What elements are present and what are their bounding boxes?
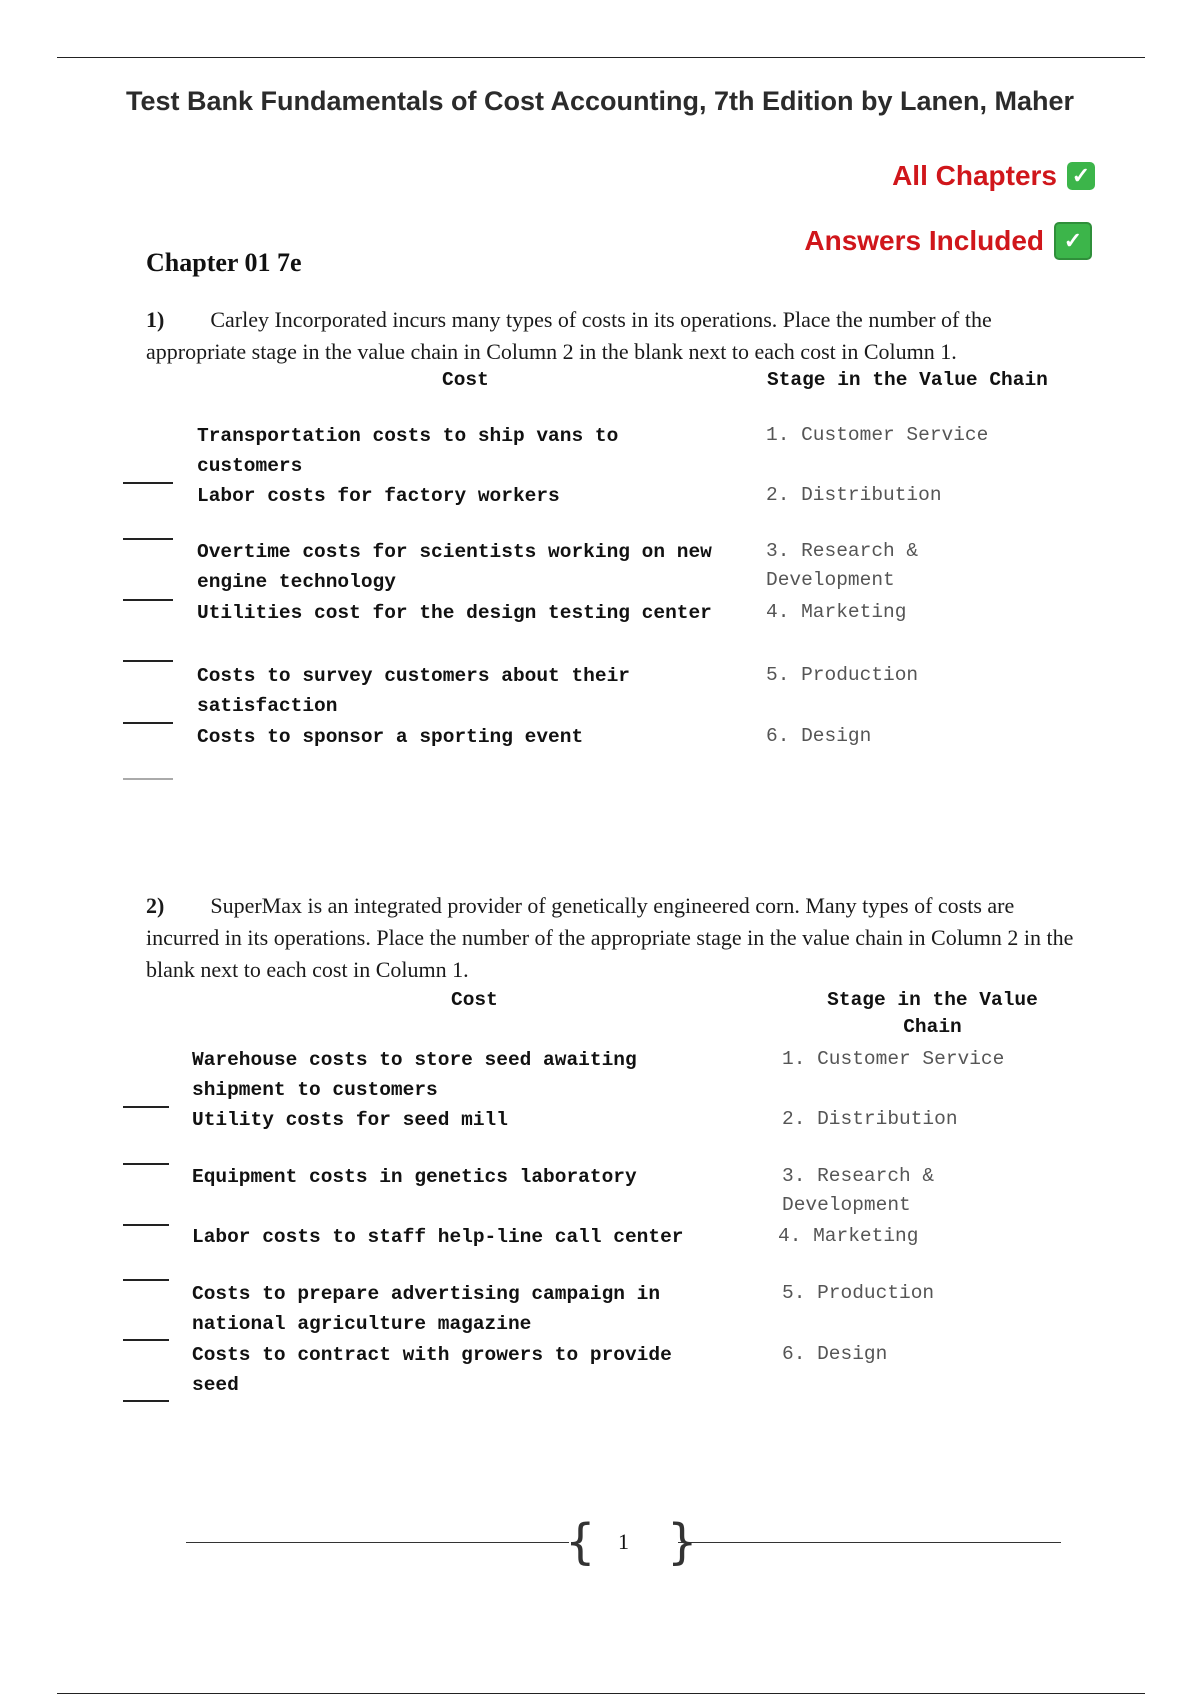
column-header-cost: Cost	[442, 369, 489, 391]
question-1-prompt	[146, 304, 1086, 368]
answer-blank[interactable]	[123, 1106, 169, 1108]
cost-item: Equipment costs in genetics laboratory	[192, 1166, 637, 1188]
page-number: 1	[618, 1529, 629, 1554]
stage-item: 5. Production	[766, 664, 919, 686]
stage-item: 6. Design	[782, 1343, 888, 1365]
cost-item: Costs to prepare advertising campaign in national agriculture magazine	[192, 1283, 661, 1335]
cost-item: Labor costs for factory workers	[197, 485, 560, 507]
cost-item: Labor costs to staff help-line call center	[192, 1226, 684, 1248]
footer-rule-left	[186, 1542, 569, 1543]
answer-blank[interactable]	[123, 1224, 169, 1226]
check-mark-icon: ✓	[1054, 222, 1092, 260]
cost-item: Overtime costs for scientists working on new engine technology	[197, 541, 712, 593]
promo-all-chapters	[892, 160, 1095, 192]
stage-item: 1. Customer Service	[782, 1048, 1005, 1070]
stage-item: 6. Design	[766, 725, 872, 747]
column-header-cost: Cost	[451, 989, 498, 1011]
cost-item: Costs to contract with growers to provide seed	[192, 1344, 672, 1396]
left-brace-ornament: {	[565, 1514, 596, 1570]
question-text: SuperMax is an integrated provider of genetically engineered corn. Many types of costs are incurred in its operations. Place the number of the appropriate stage in the value chain in Column 2 in the blank next to each cost in Column 1.	[146, 893, 1074, 982]
footer-rule-right	[678, 1542, 1061, 1543]
answer-blank[interactable]	[123, 778, 173, 780]
cost-item: Transportation costs to ship vans to customers	[197, 425, 619, 477]
top-rule	[57, 57, 1145, 58]
cost-item: Costs to sponsor a sporting event	[197, 726, 584, 748]
right-brace-ornament: }	[667, 1514, 698, 1570]
promo-answers-included	[804, 222, 1092, 260]
stage-item: 5. Production	[782, 1282, 935, 1304]
column-header-stage: Stage in the Value Chain	[767, 369, 1048, 391]
question-text: Carley Incorporated incurs many types of costs in its operations. Place the number of the appropriate stage in the value chain in Column 2 in the blank next to each cost in Column 1.	[146, 307, 992, 364]
cost-item: Warehouse costs to store seed awaiting shipment to customers	[192, 1049, 637, 1101]
stage-item: 3. Research & Development	[782, 1165, 935, 1216]
stage-item: 2. Distribution	[782, 1108, 958, 1130]
promo-answers-label: Answers Included	[804, 225, 1044, 256]
question-2-prompt	[146, 890, 1086, 986]
bottom-rule	[57, 1693, 1145, 1694]
answer-blank[interactable]	[123, 599, 173, 601]
answer-blank[interactable]	[123, 722, 173, 724]
answer-blank[interactable]	[123, 1163, 169, 1165]
cost-item: Utility costs for seed mill	[192, 1109, 508, 1131]
check-mark-icon: ✓	[1067, 162, 1095, 190]
question-number: 1)	[146, 307, 165, 332]
stage-item: 4. Marketing	[766, 601, 907, 623]
answer-blank[interactable]	[123, 660, 173, 662]
answer-blank[interactable]	[123, 1400, 169, 1402]
stage-item: 3. Research & Development	[766, 540, 919, 591]
document-title: Test Bank Fundamentals of Cost Accounting, 7th Edition by Lanen, Maher	[125, 86, 1075, 116]
stage-item: 4. Marketing	[778, 1225, 919, 1247]
answer-blank[interactable]	[123, 482, 173, 484]
answer-blank[interactable]	[123, 1339, 169, 1341]
cost-item: Utilities cost for the design testing center	[197, 602, 712, 624]
cost-item: Costs to survey customers about their satisfaction	[197, 665, 630, 717]
stage-item: 2. Distribution	[766, 484, 942, 506]
question-number: 2)	[146, 893, 165, 918]
answer-blank[interactable]	[123, 1279, 169, 1281]
stage-item: 1. Customer Service	[766, 424, 989, 446]
chapter-heading: Chapter 01 7e	[146, 248, 302, 277]
answer-blank[interactable]	[123, 538, 173, 540]
column-header-stage: Stage in the Value Chain	[827, 989, 1038, 1038]
promo-all-chapters-label: All Chapters	[892, 160, 1057, 191]
